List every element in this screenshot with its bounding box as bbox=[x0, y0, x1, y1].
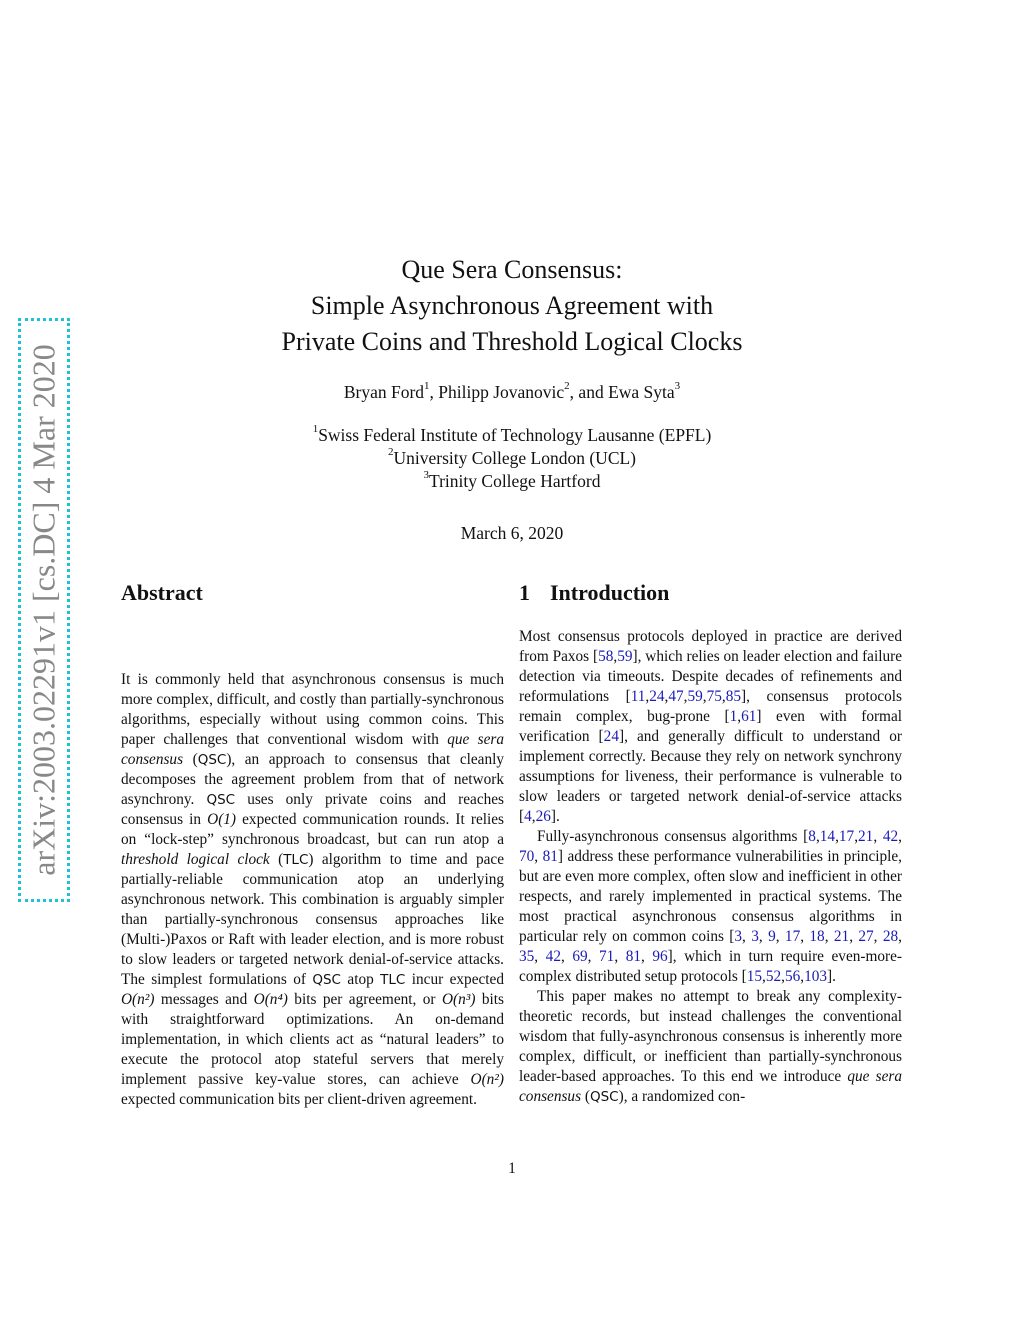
citation-link[interactable]: 103 bbox=[804, 968, 828, 985]
author-affiliation-mark: 3 bbox=[674, 380, 681, 393]
title-line-2: Simple Asynchronous Agreement with bbox=[310, 291, 714, 320]
citation-link[interactable]: 9 bbox=[768, 928, 776, 945]
citation-link[interactable]: 3 bbox=[734, 928, 743, 945]
citation-link[interactable]: 17 bbox=[784, 928, 801, 945]
citation-link[interactable]: 3 bbox=[751, 928, 759, 945]
citation-link[interactable]: 27 bbox=[858, 928, 874, 945]
citation-link[interactable]: 11 bbox=[630, 688, 646, 705]
citation-link[interactable]: 52 bbox=[765, 968, 782, 985]
citation-link[interactable]: 8 bbox=[808, 828, 816, 845]
arxiv-identifier-stamp bbox=[18, 318, 70, 902]
citation-link[interactable]: 21 bbox=[833, 928, 850, 945]
paper-title bbox=[0, 252, 1024, 360]
citation-link[interactable]: 75 bbox=[706, 688, 722, 705]
citation-link[interactable]: 42 bbox=[882, 828, 899, 845]
affiliation: $^2$University College London (UCL) bbox=[387, 446, 637, 468]
intro-paragraph-2: Fully-asynchronous consensus algorithms [8,14,17,21, 42, 70, 81] address these performance vulnerabilities in principle, but are even more complex, often slow and inefficient in other respects, and rarely implemented in practical systems. The most practical asynchronous consensus algorithms in particular rely on common coins [3, 3, 9, 17, 18, 21, 27, 28, 35, 42, 69, 71, 81, 96], which in turn require even-more-complex distributed setup protocols [15,52,56,103]. bbox=[519, 828, 903, 985]
affiliation: $^1$Swiss Federal Institute of Technology Lausanne (EPFL) bbox=[312, 423, 712, 445]
citation-link[interactable]: 28 bbox=[882, 928, 899, 945]
citation-link[interactable]: 1 bbox=[729, 708, 738, 725]
citation-link[interactable]: 26 bbox=[535, 808, 551, 825]
intro-paragraph-1: Most consensus protocols deployed in practice are derived from Paxos [58,59], which relies on leader election and failure detection via timeouts. Despite decades of refinements and reformulations [11,24,47,59,75,85], consensus protocols remain complex, bug-prone [1,61] even with formal verification [24], and generally difficult to understand or implement correctly. Because they rely on network synchrony assumptions for liveness, their performance is vulnerable to slow leaders or targeted network denial-of-service attacks [4,26]. bbox=[519, 628, 903, 825]
affiliation: $^3$Trinity College Hartford bbox=[423, 469, 601, 491]
citation-link[interactable]: 69 bbox=[572, 948, 588, 965]
affiliation-mark: 3 bbox=[423, 469, 430, 482]
citation-link[interactable]: 47 bbox=[668, 688, 684, 705]
citation-link[interactable]: 71 bbox=[599, 948, 615, 965]
author-affiliation-mark: 1 bbox=[424, 380, 430, 393]
title-line-1: Que Sera Consensus: bbox=[401, 255, 623, 284]
citation-link[interactable]: 96 bbox=[652, 948, 668, 965]
citation-link[interactable]: 24 bbox=[603, 728, 619, 745]
citation-link[interactable]: 70 bbox=[519, 848, 535, 865]
introduction-heading bbox=[519, 580, 669, 606]
citation-link[interactable]: 59 bbox=[687, 688, 703, 705]
arxiv-identifier: arXiv:2003.02291v1 [cs.DC] 4 Mar 2020 bbox=[25, 344, 62, 876]
citation-link[interactable]: 81 bbox=[542, 848, 558, 865]
citation-link[interactable]: 59 bbox=[617, 648, 633, 665]
citation-link[interactable]: 24 bbox=[649, 688, 665, 705]
page-number: 1 bbox=[508, 1160, 516, 1177]
author-name: Ewa Syta bbox=[608, 382, 675, 402]
citation-link[interactable]: 56 bbox=[784, 968, 801, 985]
abstract-body bbox=[121, 670, 504, 1110]
author-affiliation-mark: 2 bbox=[564, 380, 570, 393]
affiliation-mark: 1 bbox=[312, 423, 319, 436]
introduction-body bbox=[519, 627, 902, 1107]
section-title: Introduction bbox=[550, 580, 670, 605]
citation-link[interactable]: 85 bbox=[725, 688, 742, 705]
citation-link[interactable]: 35 bbox=[519, 948, 535, 965]
citation-link[interactable]: 14 bbox=[819, 828, 836, 845]
citation-link[interactable]: 61 bbox=[741, 708, 757, 725]
abstract-heading: Abstract bbox=[121, 580, 203, 605]
title-line-3: Private Coins and Threshold Logical Clocks bbox=[281, 327, 743, 356]
section-number: 1 bbox=[519, 580, 530, 605]
abstract-paragraph: It is commonly held that asynchronous consensus is much more complex, difficult, and costly than partially-synchronous algorithms, especially without using common coins. This paper challenges that conventional wisdom with que sera consensus (QSC), an approach to consensus that cleanly decomposes the agreement problem from that of network asynchrony. QSC uses only private coins and reaches consensus in O(1) expected communication rounds. It relies on “lock-step” synchronous broadcast, but can run atop a threshold logical clock (TLC) algorithm to time and pace partially-reliable communication atop an underlying asynchronous network. This combination is arguably simpler than partially-synchronous consensus approaches like (Multi-)Paxos or Raft with leader election, and is more robust to slow leaders or targeted network denial-of-service attacks. The simplest formulations of QSC atop TLC incur expected O(n²) messages and O(n⁴) bits per agreement, or O(n³) bits with straightforward optimizations. An on-demand implementation, in which clients act as “natural leaders” to execute the protocol atop stateful servers that merely implement passive key-value stores, can achieve O(n²) expected communication bits per client-driven agreement. bbox=[121, 671, 505, 1108]
citation-link[interactable]: 18 bbox=[809, 928, 825, 945]
citation-link[interactable]: 21 bbox=[858, 828, 874, 845]
citation-link[interactable]: 17 bbox=[838, 828, 855, 845]
paper-date: March 6, 2020 bbox=[460, 523, 564, 543]
affiliation-mark: 2 bbox=[387, 446, 394, 459]
author-name: Bryan Ford bbox=[343, 382, 425, 402]
intro-paragraph-3: This paper makes no attempt to break any complexity-theoretic records, but instead challenges the conventional wisdom that fully-asynchronous consensus is inherently more complex, difficult, or inefficient than partially-synchronous leader-based approaches. To this end we introduce que sera consensus (QSC), a randomized con- bbox=[519, 988, 902, 1105]
citation-link[interactable]: 15 bbox=[746, 968, 763, 985]
citation-link[interactable]: 58 bbox=[598, 648, 614, 665]
author-list: Bryan Ford$^1$, Philipp Jovanovic$^2$, and Ewa Syta$^3$ bbox=[343, 380, 681, 402]
citation-link[interactable]: 42 bbox=[545, 948, 561, 965]
citation-link[interactable]: 81 bbox=[625, 948, 641, 965]
affiliation-list bbox=[0, 424, 1024, 493]
citation-link[interactable]: 4 bbox=[524, 808, 532, 825]
author-name: Philipp Jovanovic bbox=[438, 382, 565, 402]
